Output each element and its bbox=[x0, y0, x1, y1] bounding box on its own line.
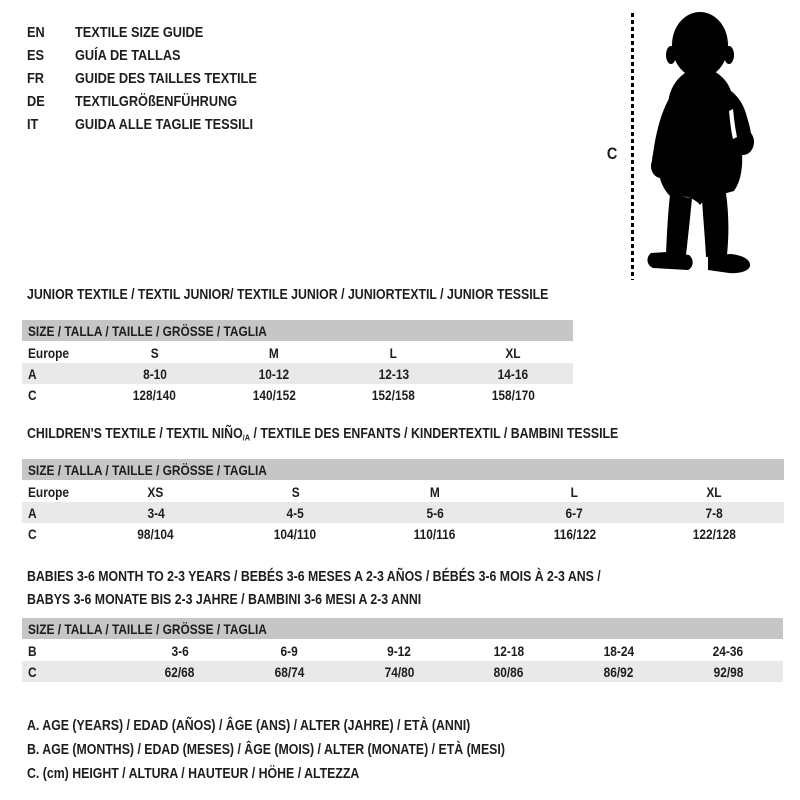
row-label: A bbox=[28, 504, 37, 521]
language-code-es: ES bbox=[27, 47, 45, 64]
children-size-table bbox=[22, 459, 784, 544]
table-row: B 3-6 6-9 9-12 12-18 18-24 24-36 bbox=[28, 642, 744, 659]
height-measure-label: C bbox=[606, 144, 618, 163]
table-row: A 8-10 10-12 12-13 14-16 bbox=[22, 363, 573, 384]
row-label: A bbox=[28, 365, 37, 382]
row-label: Europe bbox=[28, 344, 69, 361]
table-row: Europe S M L XL bbox=[28, 344, 521, 361]
language-title-es: GUÍA DE TALLAS bbox=[75, 47, 181, 64]
table-row: C 98/104 104/110 110/116 116/122 122/128 bbox=[28, 525, 736, 542]
language-title-en: TEXTILE SIZE GUIDE bbox=[75, 24, 204, 41]
nino-a-subscript: /A bbox=[242, 432, 251, 443]
children-size-header-bar: SIZE / TALLA / TAILLE / GRÖSSE / TAGLIA bbox=[22, 459, 784, 480]
row-label: C bbox=[28, 663, 37, 680]
measurement-legend bbox=[27, 714, 589, 786]
babies-title-line-2: BABYS 3-6 MONATE BIS 2-3 JAHRE / BAMBINI 3-6 MESI A 2-3 ANNI bbox=[27, 592, 422, 608]
language-row-de bbox=[27, 90, 289, 113]
babies-title-line-1: BABIES 3-6 MONTH TO 2-3 YEARS / BEBÉS 3-6 MESES A 2-3 AÑOS / BÉBÉS 3-6 MOIS À 2-3 ANS / bbox=[27, 569, 601, 585]
table-row: C 62/68 68/74 74/80 80/86 86/92 92/98 bbox=[22, 661, 783, 682]
children-table-title: CHILDREN'S TEXTILE / TEXTIL $NIÑO_{/A}$ / TEXTILE DES ENFANTS / KINDERTEXTIL / BAMBINI TESSILE bbox=[27, 426, 619, 443]
legend-line-c: C. (cm) HEIGHT / ALTURA / HAUTEUR / HÖHE / ALTEZZA bbox=[27, 766, 360, 782]
junior-size-table bbox=[22, 320, 573, 405]
language-title-de: TEXTILGRÖßENFÜHRUNG bbox=[75, 93, 238, 110]
language-row-en bbox=[27, 21, 289, 44]
babies-table-title bbox=[27, 566, 702, 612]
table-row: A 3-4 4-5 5-6 6-7 7-8 bbox=[22, 502, 784, 523]
language-code-en: EN bbox=[27, 24, 45, 41]
legend-line-b: B. AGE (MONTHS) / EDAD (MESES) / ÂGE (MOIS) / ALTER (MONATE) / ETÀ (MESI) bbox=[27, 742, 505, 758]
language-title-list bbox=[27, 21, 289, 136]
language-code-fr: FR bbox=[27, 70, 44, 87]
row-label: B bbox=[28, 642, 37, 659]
legend-line-a: A. AGE (YEARS) / EDAD (AÑOS) / ÂGE (ANS) / ALTER (JAHRE) / ETÀ (ANNI) bbox=[27, 718, 471, 734]
toddler-silhouette bbox=[644, 9, 758, 275]
height-measure-dashed-line bbox=[631, 13, 634, 280]
language-title-it: GUIDA ALLE TAGLIE TESSILI bbox=[75, 116, 254, 133]
table-row: Europe XS S M L XL bbox=[28, 483, 722, 500]
row-label: C bbox=[28, 525, 37, 542]
language-code-de: DE bbox=[27, 93, 45, 110]
row-label: C bbox=[28, 386, 37, 403]
language-row-es bbox=[27, 44, 289, 67]
language-row-it bbox=[27, 113, 289, 136]
row-label: Europe bbox=[28, 483, 69, 500]
language-code-it: IT bbox=[27, 116, 39, 133]
junior-table-title: JUNIOR TEXTILE / TEXTIL JUNIOR/ TEXTILE JUNIOR / JUNIORTEXTIL / JUNIOR TESSILE bbox=[27, 287, 549, 303]
table-row: C 128/140 140/152 152/158 158/170 bbox=[28, 386, 535, 403]
babies-size-table bbox=[22, 618, 783, 682]
junior-size-header-bar: SIZE / TALLA / TAILLE / GRÖSSE / TAGLIA bbox=[22, 320, 573, 341]
language-title-fr: GUIDE DES TAILLES TEXTILE bbox=[75, 70, 257, 87]
language-row-fr bbox=[27, 67, 289, 90]
babies-size-header-bar: SIZE / TALLA / TAILLE / GRÖSSE / TAGLIA bbox=[22, 618, 783, 639]
